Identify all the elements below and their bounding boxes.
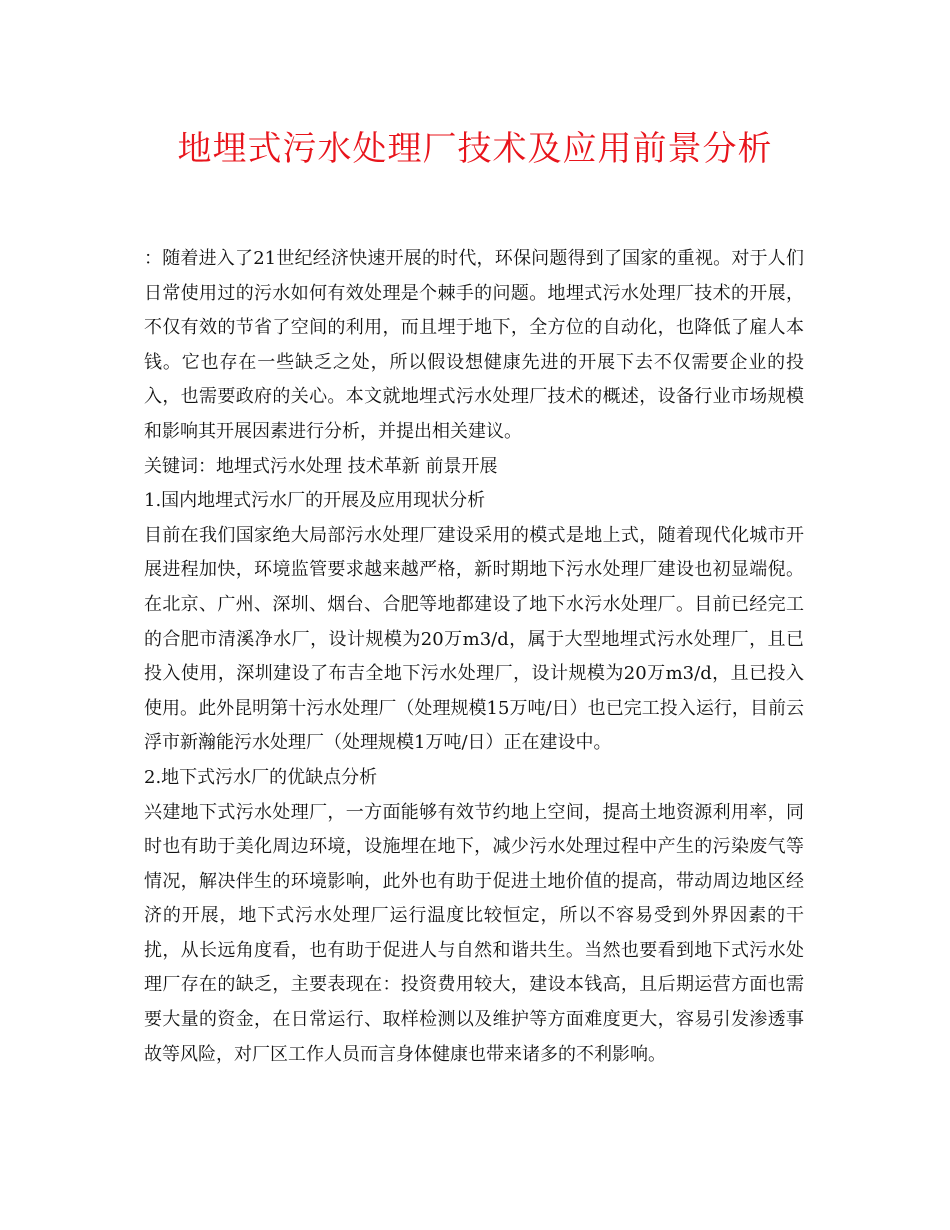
keywords-line: 关键词：地埋式污水处理 技术革新 前景开展 (144, 455, 498, 477)
abstract-paragraph: ：随着进入了21世纪经济快速开展的时代，环保问题得到了国家的重视。对于人们日常使用过的污水如何有效处理是个棘手的问题。地埋式污水处理厂技术的开展，不仅有效的节省了空间的利用，而且埋于地下，全方位的自动化，也降低了雇人本钱。它也存在一些缺乏之处，所以假设想健康先进的开展下去不仅需要企业的投入，也需要政府的关心。本文就地埋式污水处理厂技术的概述，设备行业市场规模和影响其开展因素进行分析，并提出相关建议。 (144, 248, 804, 442)
document-title: 地埋式污水处理厂技术及应用前景分析 (177, 129, 773, 169)
document-body (144, 242, 804, 1072)
section-heading: 2.地下式污水厂的优缺点分析 (144, 766, 378, 788)
section-heading: 1.国内地埋式污水厂的开展及应用现状分析 (144, 490, 486, 512)
section-paragraph: 目前在我们国家绝大局部污水处理厂建设采用的模式是地上式，随着现代化城市开展进程加快，环境监管要求越来越严格，新时期地下污水处理厂建设也初显端倪。在北京、广州、深圳、烟台、合肥等地都建设了地下水污水处理厂。目前已经完工的合肥市清溪净水厂，设计规模为20万m3/d，属于大型地埋式污水处理厂，且已投入使用，深圳建设了布吉全地下污水处理厂，设计规模为20万m3/d，且已投入使用。此外昆明第十污水处理厂（处理规模15万吨/日）也已完工投入运行，目前云浮市新瀚能污水处理厂（处理规模1万吨/日）正在建设中。 (144, 524, 804, 754)
section-paragraph: 兴建地下式污水处理厂，一方面能够有效节约地上空间，提高土地资源利用率，同时也有助于美化周边环境，设施埋在地下，减少污水处理过程中产生的污染废气等情况，解决伴生的环境影响，此外也有助于促进土地价值的提高，带动周边地区经济的开展，地下式污水处理厂运行温度比较恒定，所以不容易受到外界因素的干扰，从长远角度看，也有助于促进人与自然和谐共生。当然也要看到地下式污水处理厂存在的缺乏，主要表现在：投资费用较大，建设本钱高，且后期运营方面也需要大量的资金，在日常运行、取样检测以及维护等方面难度更大，容易引发渗透事故等风险，对厂区工作人员而言身体健康也带来诸多的不利影响。 (144, 801, 804, 1065)
